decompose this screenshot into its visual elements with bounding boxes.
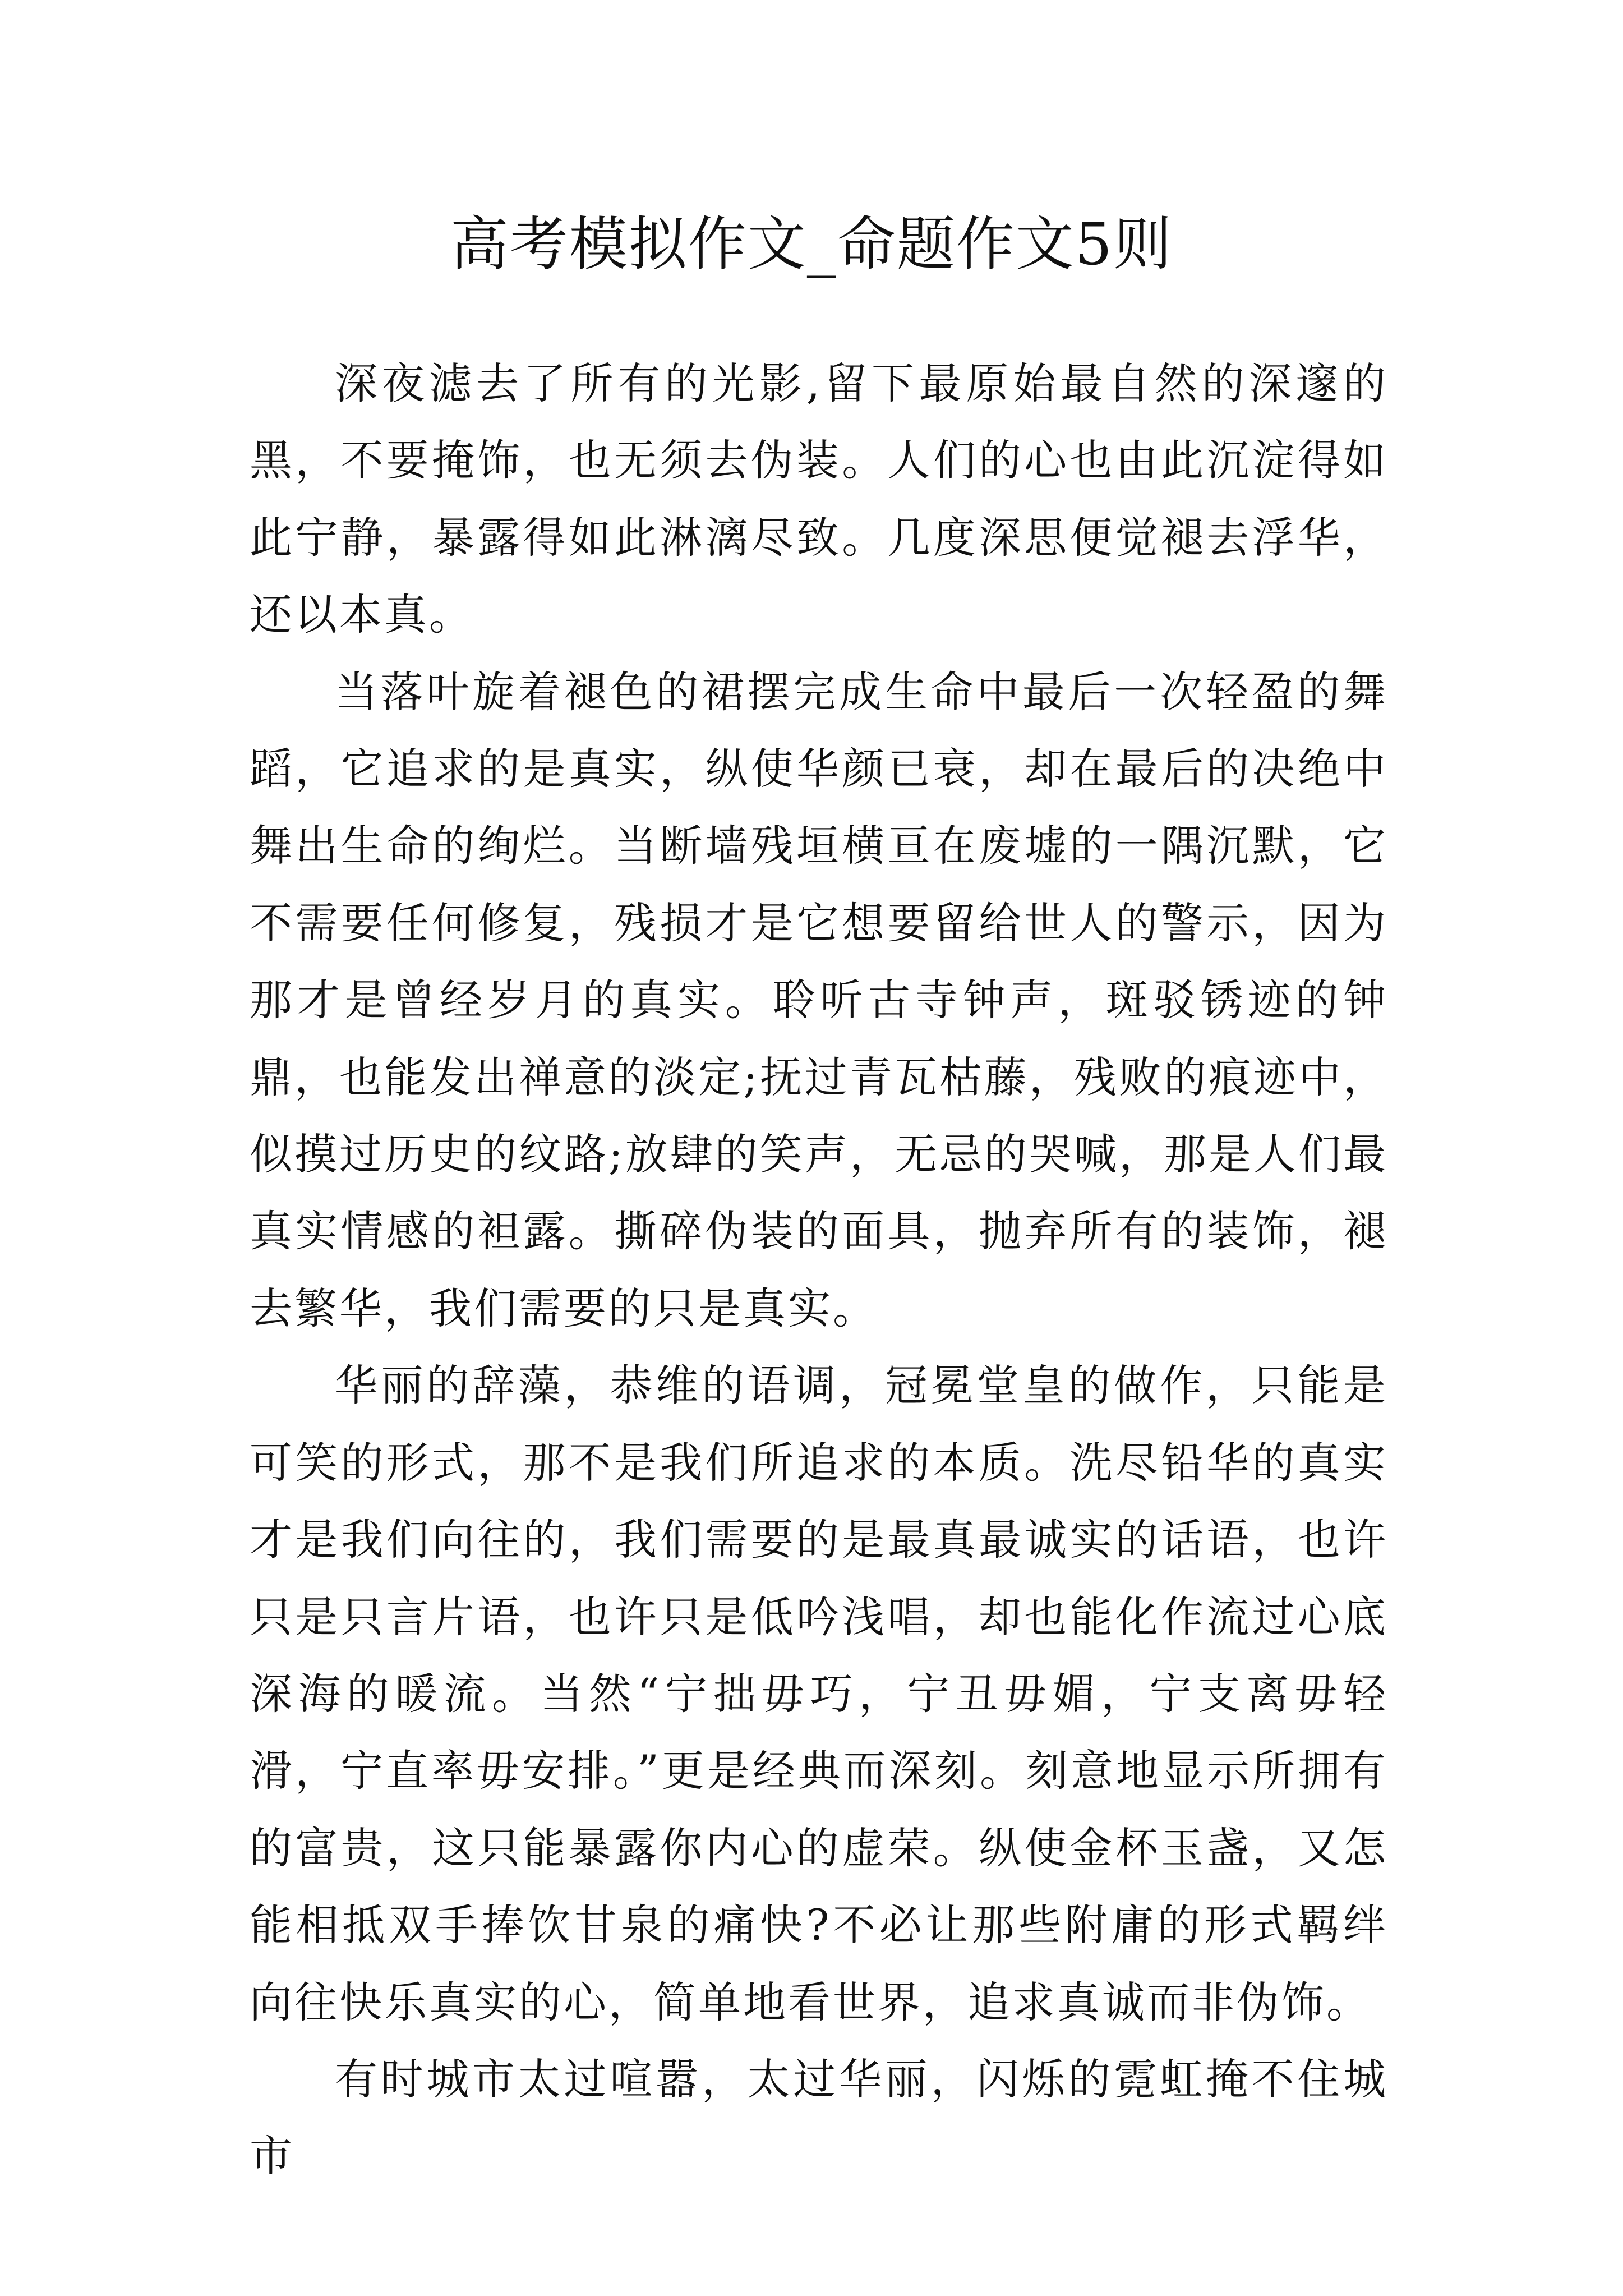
- paragraph-4: 有时城市太过喧嚣，太过华丽，闪烁的霓虹掩不住城市: [250, 2054, 1388, 2182]
- paragraph-2: 当落叶旋着褪色的裙摆完成生命中最后一次轻盈的舞蹈，它追求的是真实，纵使华颜已衰，却在最后的决绝中舞出生命的绚烂。当断墙残垣横亘在废墟的一隅沉默，它不需要任何修复，残损才是它想要留给世人的警示，因为那才是曾经岁月的真实。聆听古寺钟声，斑驳锈迹的钟鼎，也能发出禅意的淡定;抚过青瓦枯藤，残败的痕迹中，似摸过历史的纹路;放肆的笑声，无忌的哭喊，那是人们最真实情感的袒露。撕碎伪装的面具，抛弃所有的装饰，褪去繁华，我们需要的只是真实。: [250, 666, 1388, 1333]
- document-title: 高考模拟作文_命题作文5则: [450, 210, 1173, 278]
- paragraph-1: 深夜滤去了所有的光影,留下最原始最自然的深邃的黑，不要掩饰，也无须去伪装。人们的心也由此沉淀得如此宁静，暴露得如此淋漓尽致。几度深思便觉褪去浮华，还以本真。: [250, 358, 1388, 640]
- paragraph-3: 华丽的辞藻，恭维的语调，冠冕堂皇的做作，只能是可笑的形式，那不是我们所追求的本质。洗尽铅华的真实才是我们向往的，我们需要的是最真最诚实的话语，也许只是只言片语，也许只是低吟浅唱，却也能化作流过心底深海的暖流。当然“宁拙毋巧，宁丑毋媚，宁支离毋轻滑，宁直率毋安排。”更是经典而深刻。刻意地显示所拥有的富贵，这只能暴露你内心的虚荣。纵使金杯玉盏，又怎能相抵双手捧饮甘泉的痛快?不必让那些附庸的形式羁绊向往快乐真实的心，简单地看世界，追求真诚而非伪饰。: [250, 1360, 1388, 2027]
- document-body: [250, 345, 1388, 2195]
